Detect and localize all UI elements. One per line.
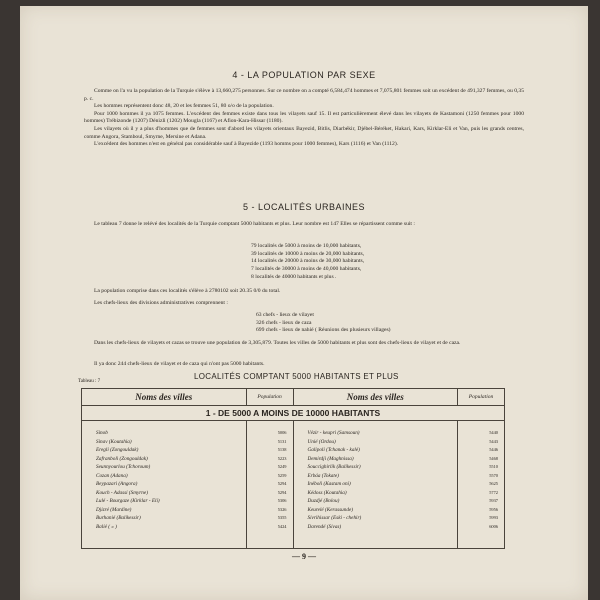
table-label: Tableau : 7 (78, 379, 101, 384)
city-name: Unié (Ordou) (307, 438, 336, 445)
city-population: 5355 (277, 515, 287, 520)
city-population: 5223 (277, 455, 287, 461)
city-population: 5249 (277, 464, 287, 469)
localities-table (81, 388, 505, 549)
city-name: Zafranboli (Zongouldak) (96, 455, 148, 462)
city-population: 5424 (277, 523, 287, 529)
section4-body (84, 88, 524, 149)
city-population: 5956 (489, 506, 498, 512)
city-population: 5443 (489, 438, 498, 444)
city-name: Keurelé (Kerassunde) (307, 506, 353, 513)
left-pop-column (246, 421, 293, 549)
table-body-row (82, 421, 505, 549)
city-name: Balié ( » ) (96, 523, 117, 530)
city-population: 5510 (489, 464, 498, 469)
paragraph: La population comprise dans ces localités s'élève à 2780102 soit 20.35 0/0 du total. (94, 288, 281, 294)
city-name: Souссighirlik (Balikessir) (307, 464, 361, 470)
list-item: 699 chefs - lieux de nahié ( Réunions des plusieurs villages) (256, 327, 391, 334)
city-population: 5006 (277, 430, 287, 435)
city-name: Duzdjé (Bolou) (307, 498, 340, 504)
city-name: Kédoss (Koutahia) (307, 489, 347, 496)
city-population: 5446 (489, 447, 498, 452)
paragraph: Les hommes représentent donc 48, 20 et les femmes 51, 80 o/o de la population. (94, 103, 274, 110)
city-name: Demirdji (Maghnissa) (307, 455, 354, 462)
paragraph: Pour 1000 hommes il ya 1075 femmes. L'excédent des femmes existe dans tous les vilayets sauf 15. Il est particulièrement élevé dans les vilayets de Kastamoni (1250 femmes pour 1000 hommes) Trébizonde (1207) Dénizli (1202) Mougla (1167) et Afion-Kara-Hissar (1180). (84, 110, 524, 125)
paragraph: Dans les chefs-lieux de vilayets et cazas se trouve une population de 3,305,879. Toutes les villes de 5000 habitants et plus sont des chefs-lieux de vilayet et de caza. (94, 340, 461, 346)
list-item: 63 chefs - lieux de vilayet (256, 312, 314, 318)
chefs-paragraph (84, 340, 524, 348)
section5-title: 5 - LOCALITÉS URBAINES (242, 202, 366, 212)
right-names-column (293, 421, 458, 549)
city-name: Sinob (96, 430, 108, 436)
paragraph: Comme on l'a vu la population de la Turquie s'élève à 13,660,275 personnes. Sur ce nombre on a compté 6,584,474 hommes et 7,075,801 femmes soit un excédent de 491,327 femmes, ou 0,35 p. c. (84, 88, 524, 102)
city-population: 5993 (489, 515, 498, 520)
city-name: Sivrihissar (Eski - chehir) (307, 515, 362, 521)
city-population: 5294 (277, 481, 287, 486)
city-name: Burhanié (Balikessir) (96, 515, 141, 521)
document-page (20, 6, 588, 600)
paragraph: Les chefs-lieux des divisions administratives comprennent : (94, 300, 228, 306)
table-section-row (82, 406, 505, 421)
city-name: Erbáa (Tokate) (307, 472, 339, 479)
list-item: 79 localités de 5000 à moins de 10,000 habitants, (251, 243, 362, 249)
list-item: 39 localités de 10000 à moins de 20,000 habitants, (251, 250, 365, 257)
last-line (84, 361, 524, 369)
table-header-row (82, 389, 505, 406)
city-name: Beypazari (Angora) (96, 481, 138, 487)
chefs-list (256, 312, 391, 335)
population-line (84, 288, 524, 296)
city-population: 6006 (489, 523, 498, 529)
city-population: 5440 (489, 430, 498, 435)
city-population: 5131 (277, 438, 287, 444)
city-name: Vézir - keupri (Samsoun) (307, 430, 360, 436)
city-population: 5294 (277, 489, 287, 495)
paragraph: L'excédent des hommes n'est en général pas considérable sauf à Bayezide (1193 homms pour 1000 femmes), Kars (1116) et Van (1112). (94, 141, 399, 148)
city-name: Seunnyourlou (Tchoroum) (96, 464, 151, 470)
city-name: Cozan (Adana) (96, 472, 128, 479)
city-population: 5468 (489, 455, 498, 461)
section5-intro (84, 221, 524, 229)
page-number: — 9 — (292, 552, 316, 561)
col-header-pop: Population (458, 389, 505, 406)
city-name: Darendé (Sivas) (307, 523, 342, 530)
city-name: Sinav (Koutahia) (96, 438, 132, 445)
list-item: 8 localités de 40000 habitants et plus . (251, 273, 337, 280)
city-population: 5772 (489, 489, 498, 495)
list-item: 7 localités de 30000 à moins de 40,000 habitants, (251, 266, 362, 273)
city-population: 5570 (489, 472, 498, 478)
table-title: LOCALITÉS COMPTANT 5000 HABITANTS ET PLUS (194, 372, 399, 381)
col-header-pop: Population (246, 389, 293, 406)
section4-title: 4 - LA POPULATION PAR SEXE (232, 70, 376, 80)
chefs-intro (84, 300, 524, 308)
list-item: 326 chefs - lieux de caza (256, 319, 312, 326)
city-population: 5937 (489, 498, 498, 503)
col-header-name: Noms des villes (293, 389, 458, 406)
col-header-name: Noms des villes (82, 389, 247, 406)
city-population: 5326 (277, 506, 287, 512)
city-name: Galipoli (Tchanak - kalé) (307, 447, 360, 453)
breakdown-list (251, 243, 364, 282)
city-population: 5306 (277, 498, 287, 503)
list-item: 14 localités de 20000 à moins de 30,000 habitants, (251, 258, 365, 265)
city-name: Eregli (Zongouldak) (96, 447, 139, 453)
right-pop-column (458, 421, 505, 549)
city-name: Djizré (Mardine) (96, 506, 132, 513)
city-name: Lulé - Bourgaze (Kirklar - Eli) (96, 498, 160, 504)
paragraph: Le tableau 7 donne le relévé des localités de la Turquie comptant 5000 habitants et plus. Leur nombre est 147 Elles se répartissent comme suit : (94, 221, 415, 227)
city-population: 5259 (277, 472, 287, 478)
paragraph: Il ya donc 244 chefs-lieux de vilayet et de caza qui n'ont pas 5000 habitants. (94, 361, 265, 367)
city-name: Inéboli (Kastam oni) (307, 481, 351, 487)
left-names-column (82, 421, 247, 549)
paragraph: Les vilayets où il y a plus d'hommes que de femmes sont d'abord les vilayets orientaux Bayezid, Bitlis, Diarbékir, Djébel-Béréket, Hakari, Kars, Kirklar-Eli et Van, puis les grands centres, comme Angora, Stamboul, Smyrne, Mersine et Adana. (84, 125, 524, 140)
city-name: Kouch - Adassi (Smyrne) (96, 489, 148, 496)
city-population: 5138 (277, 447, 287, 452)
table-section-title: 1 - DE 5000 A MOINS DE 10000 HABITANTS (82, 406, 505, 421)
city-population: 5625 (489, 481, 498, 486)
